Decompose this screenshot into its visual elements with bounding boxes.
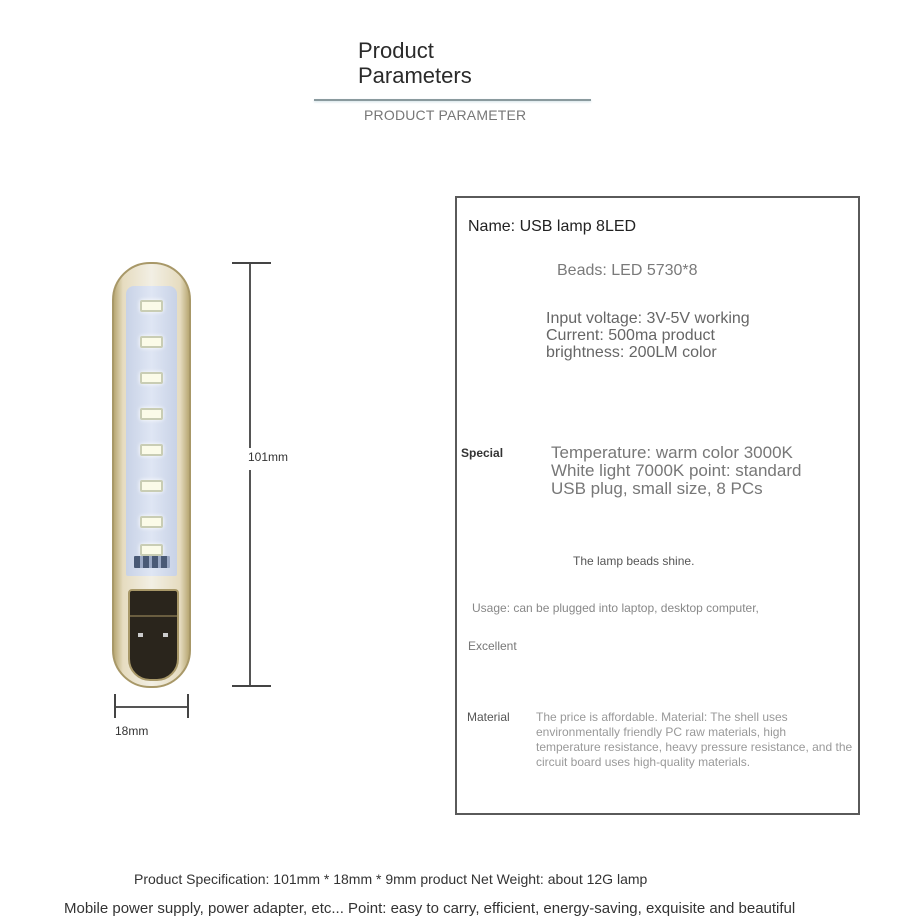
led-bead-icon xyxy=(140,300,163,312)
excellent-label: Excellent xyxy=(468,639,517,653)
param-special xyxy=(551,444,801,498)
param-temperature: Temperature: warm color 3000K xyxy=(551,443,793,462)
param-shine: The lamp beads shine. xyxy=(573,554,695,568)
param-usage: Usage: can be plugged into laptop, desktop computer, xyxy=(472,601,759,615)
length-dimension-cap-top xyxy=(232,262,271,264)
param-usb-plug: USB plug, small size, 8 PCs xyxy=(551,479,763,498)
param-brightness: brightness: 200LM color xyxy=(546,344,717,361)
param-current: Current: 500ma product xyxy=(546,327,715,344)
page-subtitle: PRODUCT PARAMETER xyxy=(364,107,527,123)
material-label: Material xyxy=(467,710,510,724)
title-line-2: Parameters xyxy=(358,63,472,88)
resistor-chip-icon xyxy=(134,556,170,568)
product-features: Mobile power supply, power adapter, etc... Point: easy to carry, efficient, energy-saving, exquisite and beautiful xyxy=(64,900,796,917)
param-beads: Beads: LED 5730*8 xyxy=(557,262,698,279)
width-dimension-line xyxy=(115,706,188,708)
led-bead-icon xyxy=(140,544,163,556)
param-input-voltage: Input voltage: 3V-5V working xyxy=(546,310,750,327)
length-dimension-line xyxy=(249,263,251,686)
special-label: Special xyxy=(461,446,504,460)
param-electrical xyxy=(546,310,750,361)
usb-plug-seam xyxy=(130,615,177,617)
width-dimension-label: 18mm xyxy=(115,724,149,738)
led-bead-icon xyxy=(140,444,163,456)
param-white-light: White light 7000K point: standard xyxy=(551,461,802,480)
length-dimension-label: 101mm xyxy=(248,450,289,464)
usb-plug-icon xyxy=(128,589,179,681)
usb-contacts xyxy=(138,633,168,637)
parameter-box xyxy=(455,196,860,815)
length-dimension-cap-bottom xyxy=(232,685,271,687)
led-bead-icon xyxy=(140,408,163,420)
param-material: The price is affordable. Material: The shell uses environmentally friendly PC raw materials, high temperature resistance, heavy pressure resistance, and the circuit board uses high-quality materials. xyxy=(536,710,853,769)
product-specification: Product Specification: 101mm * 18mm * 9mm product Net Weight: about 12G lamp xyxy=(134,871,648,887)
usb-led-lamp-icon xyxy=(112,262,191,688)
led-bead-icon xyxy=(140,336,163,348)
param-name: Name: USB lamp 8LED xyxy=(468,218,637,235)
width-dimension-cap-left xyxy=(114,694,116,718)
title-divider xyxy=(314,99,591,101)
title-line-1: Product xyxy=(358,38,434,63)
width-dimension-cap-right xyxy=(187,694,189,718)
led-bead-icon xyxy=(140,516,163,528)
led-bead-icon xyxy=(140,480,163,492)
page-title xyxy=(358,38,472,88)
led-bead-icon xyxy=(140,372,163,384)
led-circuit-board xyxy=(126,286,177,576)
